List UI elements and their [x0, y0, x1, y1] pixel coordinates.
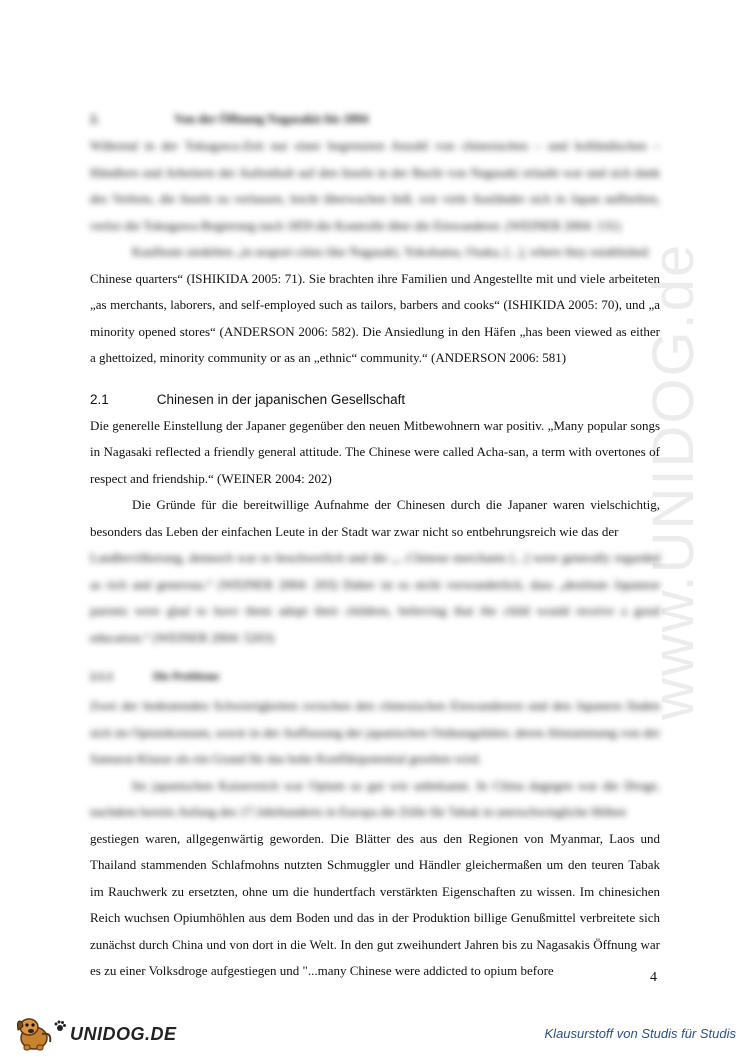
section-title: Chinesen in der japanischen Gesellschaft [156, 391, 406, 407]
section-number: 2.1 [90, 391, 109, 407]
paragraph: Die Gründe für die bereitwillige Aufnahme der Chinesen durch die Japaner waren vielschichtig, besonders das Leben der einfachen Leute in der Stadt war zwar nicht so entbehrungsreich wie das der [90, 497, 660, 539]
logo-text: UNIDOG.DE [70, 1024, 177, 1044]
section-title: Die Probleme [153, 671, 220, 683]
page-number: 4 [650, 970, 657, 985]
paw-icon [54, 1019, 66, 1037]
section-title: Von der Öffnung Nagasakis bis 1894 [174, 112, 369, 126]
section-number: 2.1.1 [90, 671, 113, 683]
section-heading-2-1-1 [90, 671, 660, 683]
page-content [90, 112, 660, 985]
watermark: www.UNIDOG.de [641, 242, 706, 720]
paragraph-blurred: Während in der Tokugawa-Zeit nur einer begrenzten Anzahl von chinesischen – und holländischen – Händlern und Arbeitern der Aufenthalt auf den Inseln in der Bucht von Nagasaki erlaubt war und sich dank des Verbots, die Inseln zu verlassen, leicht überwachen ließ, wie viele Ausländer sich in Japan aufhielten, verlor die Tokugawa-Regierung nach 1859 die Kontrolle über die Einwanderer. (WEINER 2004: 131) [90, 138, 660, 233]
paragraph: Die generelle Einstellung der Japaner gegenüber den neuen Mitbewohnern war positiv. „Many popular songs in Nagasaki reflected a friendly general attitude. The Chinese were called Acha-san, a term with overtones of respect and friendship.“ (WEINER 2004: 202) [90, 417, 660, 486]
dog-mascot-icon [12, 1012, 56, 1057]
paragraph: gestiegen waren, allgegenwärtig geworden. Die Blätter des aus den Regionen von Myanmar, Laos und Thailand stammenden Schlafmohns nutzten Schmuggler und Händler gleichermaßen um den teuren Tabak im Rauchwerk zu ersetzten, ohne um die hundertfach verstärkten Eigenschaften zu wissen. Im chinesichen Reich wuchsen Opiumhöhlen aus dem Boden und das in der Produktion billige Genußmittel verbreitete sich zunächst durch China und von dort in die Welt. In den gut zweihundert Jahren bis zu Nagasakis Öffnung war es zu einer Volksdroge aufgestiegen und "...many Chinese were addicted to opium before [90, 830, 660, 978]
paragraph-blurred: Landbevölkerung, dennoch war es beschwerlich und die „...Chinese merchants [...] were generally regarded as rich and generous.“ (WEINER 2004: 203) Daher ist es nicht verwunderlich, dass „destitute Japanese parents were glad to have them adopt their children, believing that the child would receive a good education.“ (WEINER 2004: 5203) [90, 550, 660, 645]
footer-slogan: Klausurstoff von Studis für Studis [544, 1026, 736, 1041]
paragraph-blurred: Kaufleute siedelten „in seaport cities like Nagasaki, Yokohama, Osaka, [...], where they established [132, 244, 649, 259]
unidog-logo[interactable] [12, 1012, 177, 1057]
section-heading-2: 2. Von der Öffnung Nagasakis bis 1894 [90, 112, 369, 126]
section-heading-2-1 [90, 392, 660, 407]
paragraph: Chinese quarters“ (ISHIKIDA 2005: 71). Sie brachten ihre Familien und Angestellte mit und viele arbeiteten „as merchants, laborers, and self-employed such as tailors, barbers and cooks“ (ISHIKIDA 2005: 70), und „a minority opened stores“ (ANDERSON 2006: 582). Die Ansiedlung in den Häfen „has been viewed as either a ghettoized, minority community or as an „ethnic“ community.“ (ANDERSON 2006: 581) [90, 270, 660, 365]
paragraph-blurred: Zwei der bedeutenden Schwierigkeiten zwischen den chinesischen Einwanderern und den Japanern finden sich im Opiumkonsum, sowie in der Auffassung der japanischen Ordnungshüter, deren Abstammung von der Samurai-Klasse als ein Grund für das hohe Konfliktpotential gesehen wird. [90, 698, 660, 766]
paragraph-blurred: Im japanischen Kaiserreich war Opium so gut wie unbekannt. In China dagegen war die Droge, nachdem bereits Anfang des 17.Jahrhunderts in Europa die Zölle für Tabak in unerschwingliche Höhen [90, 777, 660, 819]
